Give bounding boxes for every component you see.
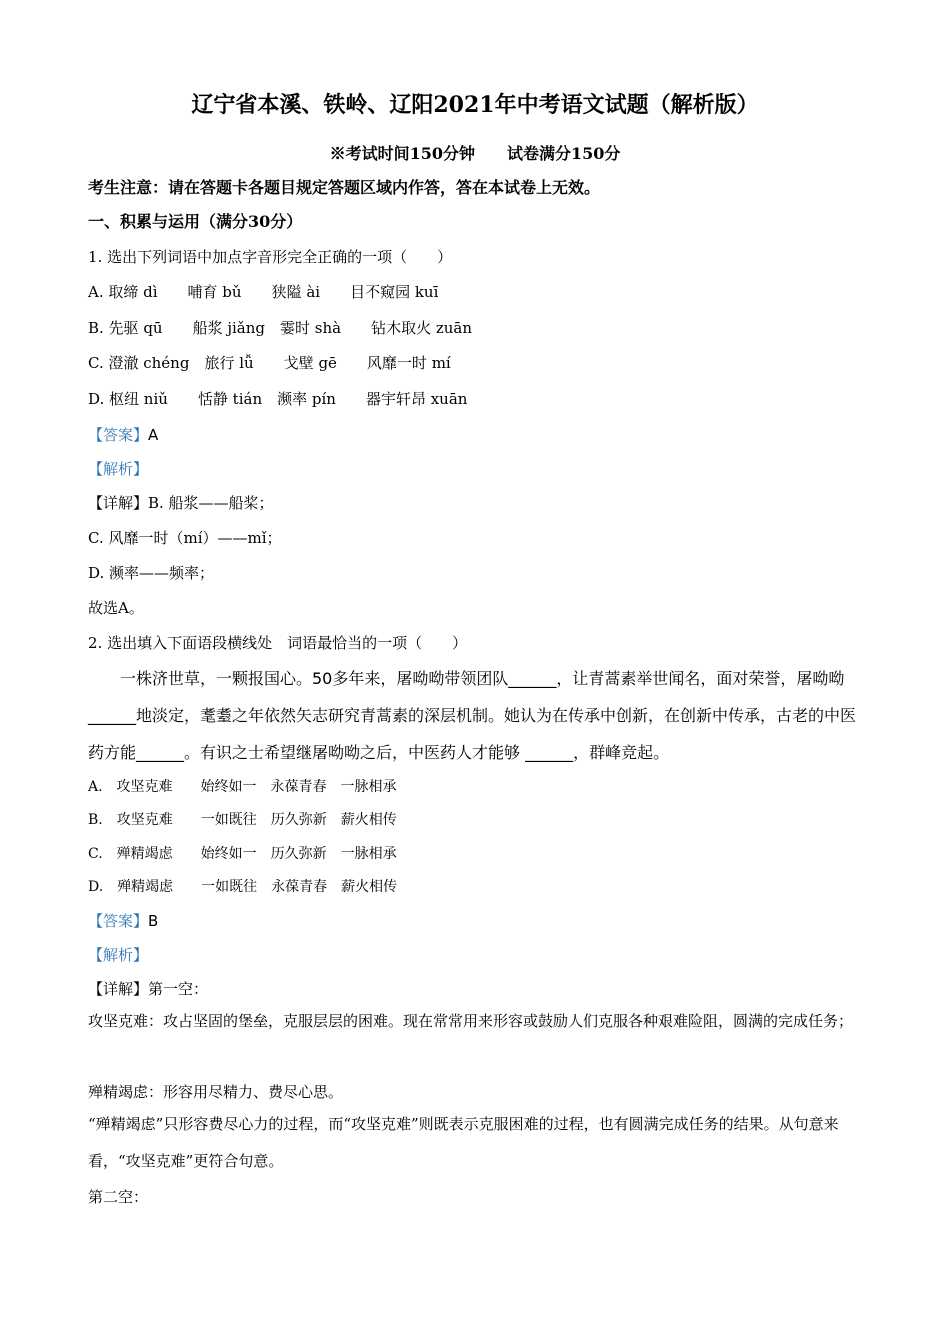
q2-option-b: B. 攻坚克难 一如既往 历久弥新 薪火相传 [88,812,397,828]
q2-explain-1: 攻坚克难：攻占坚固的堡垒，克服层层的困难。现在常常用来形容或鼓励人们克服各种艰难险阻，圆满的完成任务； [88,1012,854,1030]
q1-option-c: C. 澄澈 chéng 旅行 lǚ 戈壁 gē 风靡一时 mí [88,354,451,372]
answer-label: 【答案】 [88,912,149,930]
section-heading: 一、积累与运用（满分30分） [88,212,303,231]
page-title: 辽宁省本溪、铁岭、辽阳2021年中考语文试题（解析版） [191,92,759,118]
q2-next-blank: 第二空： [88,1188,149,1206]
q2-passage: 一株济世草，一颗报国心。50多年来，屠呦呦带领团队______，让青蒿素举世闻名，面对荣誉，屠呦呦______地淡定，耄耋之年依然矢志研究青蒿素的深层机制。她认为在传承中创新，在创新中传承，古老的中医药方能______。有识之士希望继屠呦呦之后，中医药人才能够 ______，群峰竞起。 [88,669,857,762]
answer-label: 【答案】 [88,426,149,444]
q1-option-b: B. 先驱 qū 船浆 jiǎng 霎时 shà 钻木取火 zuān [88,319,473,337]
q1-detail-2: C. 风靡一时（mí）——mǐ； [88,529,282,547]
q1-stem: 1. 选出下列词语中加点字音形完全正确的一项（ ） [88,248,453,266]
q1-detail-4: 故选A。 [88,599,144,617]
q1-option-a: A. 取缔 dì 哺育 bǔ 狭隘 ài 目不窥园 kuī [88,283,439,301]
q1-option-d: D. 枢纽 niǔ 恬静 tián 濒率 pín 器宇轩昂 xuān [88,390,468,408]
q2-option-a: A. 攻坚克难 始终如一 永葆青春 一脉相承 [88,779,397,795]
q2-option-c: C. 殚精竭虑 始终如一 历久弥新 一脉相承 [88,846,397,862]
q2-analysis-label: 【解析】 [88,946,149,964]
answer-value: B [148,912,159,930]
q2-option-d: D. 殚精竭虑 一如既往 永葆青春 薪火相传 [88,879,398,895]
q1-answer [88,425,158,445]
q2-detail-head: 【详解】第一空： [88,980,209,998]
q1-analysis-label: 【解析】 [88,460,149,478]
answer-value: A [148,426,159,444]
q2-explain-2: 殚精竭虑：形容用尽精力、费尽心思。 [88,1083,344,1101]
notice: 考生注意：请在答题卡各题目规定答题区域内作答，答在本试卷上无效。 [88,178,601,197]
exam-info: ※考试时间150分钟 试卷满分150分 [329,144,621,163]
q2-explain-3: “殚精竭虑”只形容费尽心力的过程，而“攻坚克难”则既表示克服困难的过程，也有圆满完成任务的结果。从句意来看，“攻坚克难”更符合句意。 [88,1115,839,1170]
q2-answer [88,911,158,931]
q1-detail-3: D. 濒率——频率； [88,564,215,582]
q1-detail-1: 【详解】B. 船浆——船桨； [88,494,274,512]
q2-stem: 2. 选出填入下面语段横线处 词语最恰当的一项（ ） [88,634,468,652]
